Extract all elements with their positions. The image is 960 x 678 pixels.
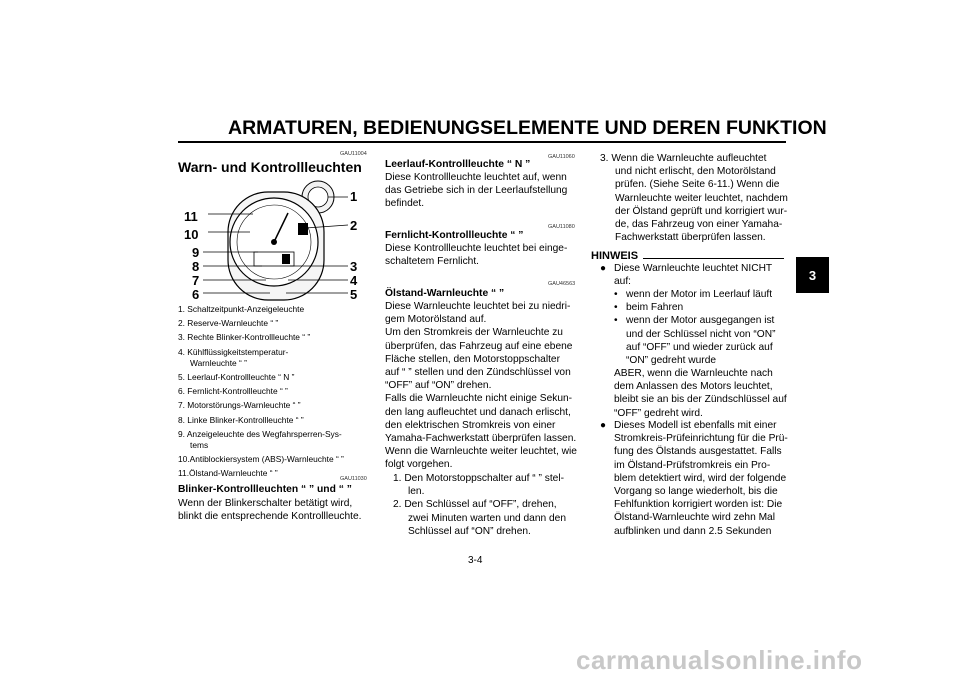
callout-2: 2 xyxy=(350,218,358,233)
step-line: der Ölstand geprüft und korrigiert wur- xyxy=(615,205,788,217)
note-1 xyxy=(614,262,772,288)
chapter-tab: 3 xyxy=(796,257,829,293)
caption-7: 7. Motorstörungs-Warnleuchte “ ” xyxy=(178,400,301,411)
text-line: folgt vorgehen. xyxy=(385,459,453,471)
note-2 xyxy=(614,419,788,538)
caption-9b: tems xyxy=(190,440,209,451)
text-line: Vorgang so lange wiederholt, bis die xyxy=(614,486,778,498)
caption-1: 1. Schaltzeitpunkt-Anzeigeleuchte xyxy=(178,304,305,314)
step-line: 2. Den Schlüssel auf “OFF”, drehen, xyxy=(393,499,557,511)
text-line: bleibt sie an bis der Zündschlüssel auf xyxy=(614,394,787,406)
caption-11: 11.Ölstand-Warnleuchte “ ” xyxy=(178,468,278,479)
text-line: fung des Ölstands ausgestattet. Falls xyxy=(614,446,782,458)
text-line: auf: xyxy=(614,276,631,288)
bullet-icon: ● xyxy=(600,263,607,274)
sub-bullet: • beim Fahren xyxy=(614,302,684,314)
callout-8: 8 xyxy=(192,259,200,274)
callout-6: 6 xyxy=(192,287,200,302)
text-line: wenn der Motor ausgegangen ist xyxy=(626,315,775,327)
text-line: blinkt die entsprechende Kontrollleuchte. xyxy=(178,511,362,523)
step-line: len. xyxy=(408,486,425,498)
text-line: “ON” gedreht wurde xyxy=(626,355,717,367)
section-code: GAU46563 xyxy=(548,281,576,287)
text-line: Wenn der Blinkerschalter betätigt wird, xyxy=(178,498,353,509)
text-line: “OFF” auf “ON” drehen. xyxy=(385,380,492,392)
text-line: Um den Stromkreis der Warnleuchte zu xyxy=(385,327,563,339)
aber-text xyxy=(614,367,787,420)
caption-9: 9. Anzeigeleuchte des Wegfahrsperren-Sys- xyxy=(178,428,342,439)
page-title: ARMATUREN, BEDIENUNGSELEMENTE UND DEREN FUNKTION xyxy=(228,117,827,139)
text-line: und der Schlüssel nicht von “ON” xyxy=(626,328,776,340)
step-line: zwei Minuten warten und dann den xyxy=(408,512,567,524)
text-line: gem Motorölstand auf. xyxy=(385,314,487,326)
title-rule xyxy=(178,141,786,143)
text-line: wenn der Motor im Leerlauf läuft xyxy=(626,289,773,300)
text-line: Yamaha-Fachwerkstatt überprüfen lassen. xyxy=(385,433,577,445)
text-line: auf “ ” stellen und den Zündschlüssel von xyxy=(385,367,571,379)
caption-2: 2. Reserve-Warnleuchte “ ” xyxy=(178,318,279,329)
text-line: befindet. xyxy=(385,198,425,210)
caption-10: 10.Antiblockiersystem (ABS)-Warnleuchte “ ” xyxy=(178,454,344,465)
step-line: prüfen. (Siehe Seite 6-11.) Wenn die xyxy=(615,179,780,191)
caption-list xyxy=(178,304,344,480)
text-line: Diese Warnleuchte leuchtet NICHT xyxy=(614,263,773,274)
step-line: Fachwerkstatt überprüfen lassen. xyxy=(615,232,766,244)
callout-5: 5 xyxy=(350,287,358,302)
steps-list xyxy=(393,472,566,538)
sub-bullet: • wenn der Motor im Leerlauf läuft xyxy=(614,289,773,300)
page-number: 3-4 xyxy=(468,555,483,566)
fernlicht-heading: Fernlicht-Kontrollleuchte “ ” xyxy=(385,230,524,241)
callout-11: 11 xyxy=(184,209,198,224)
text-line: überprüfen, das Fahrzeug auf eine ebene xyxy=(385,340,573,352)
step-line: und nicht erlischt, den Motorölstand xyxy=(615,166,776,178)
caption-3: 3. Rechte Blinker-Kontrollleuchte “ ” xyxy=(178,332,311,343)
text-line: aufblinken und dann 2.5 Sekunden xyxy=(614,525,772,537)
text-line: “OFF” gedreht wird. xyxy=(614,407,703,419)
fernlicht-text xyxy=(385,242,567,268)
callout-3: 3 xyxy=(350,259,358,274)
watermark: carmanualsonline.info xyxy=(576,645,863,675)
leerlauf-text xyxy=(385,171,567,211)
text-line: Dieses Modell ist ebenfalls mit einer xyxy=(614,420,777,431)
step-line: de, das Fahrzeug von einer Yamaha- xyxy=(615,219,783,231)
sub-bullet: • wenn der Motor ausgegangen ist xyxy=(614,315,775,327)
section-code: GAU11060 xyxy=(548,154,575,160)
callout-9: 9 xyxy=(192,245,200,260)
oelstand-text xyxy=(385,300,577,472)
section-code: GAU11004 xyxy=(340,151,367,157)
text-line: Falls die Warnleuchte nicht einige Sekun- xyxy=(385,393,573,405)
text-line: schaltetem Fernlicht. xyxy=(385,256,479,268)
sub-bullet-list xyxy=(614,288,776,367)
oelstand-heading: Ölstand-Warnleuchte “ ” xyxy=(385,288,505,299)
text-line: Stromkreis-Prüfeinrichtung für die Prü- xyxy=(614,433,788,445)
text-line: Diese Kontrollleuchte leuchtet bei einge- xyxy=(385,243,568,254)
caption-5: 5. Leerlauf-Kontrollleuchte “ N ” xyxy=(178,372,295,383)
hinweis-rule xyxy=(643,258,784,259)
section-code: GAU11080 xyxy=(548,224,575,230)
text-line: den elektrischen Stromkreis von einer xyxy=(385,419,556,431)
blinker-heading: Blinker-Kontrollleuchten “ ” und “ ” xyxy=(178,484,352,495)
step-line: Warnleuchte weiter leuchtet, nachdem xyxy=(615,192,788,204)
section-heading: Warn- und Kontrollleuchten xyxy=(178,159,362,175)
callout-10: 10 xyxy=(184,227,199,242)
caption-4: 4. Kühlflüssigkeitstemperatur- xyxy=(178,346,289,357)
caption-8: 8. Linke Blinker-Kontrollleuchte “ ” xyxy=(178,414,304,425)
caption-4b: Warnleuchte “ ” xyxy=(190,357,247,368)
text-line: den lang aufleuchtet und danach erlischt, xyxy=(385,406,571,418)
text-line: das Getriebe sich in der Leerlaufstellung xyxy=(385,185,568,197)
step-3 xyxy=(600,152,788,244)
leerlauf-heading: Leerlauf-Kontrollleuchte “ N ” xyxy=(385,159,531,170)
instrument-cluster-illustration xyxy=(178,180,363,302)
text-line: Fehlfunktion korrigiert worden ist: Die xyxy=(614,499,783,511)
text-line: auf “OFF” und wieder zurück auf xyxy=(626,341,773,353)
text-line: im Ölstand-Prüfstromkreis ein Pro- xyxy=(614,459,771,471)
text-line: Diese Kontrollleuchte leuchtet auf, wenn xyxy=(385,172,567,183)
text-line: beim Fahren xyxy=(626,302,684,314)
hinweis-heading: HINWEIS xyxy=(591,250,639,262)
step-line: 1. Den Motorstoppschalter auf “ ” stel- xyxy=(393,473,564,484)
text-line: Diese Warnleuchte leuchtet bei zu niedri- xyxy=(385,301,571,312)
caption-6: 6. Fernlicht-Kontrollleuchte “ ” xyxy=(178,386,288,397)
text-line: dem Anlassen des Motors leuchtet, xyxy=(614,381,773,393)
text-line: Ölstand-Warnleuchte wird zehn Mal xyxy=(614,512,775,524)
blinker-text xyxy=(178,497,362,523)
step-line: Schlüssel auf “ON” drehen. xyxy=(408,525,531,537)
step-line: 3. Wenn die Warnleuchte aufleuchtet xyxy=(600,153,767,164)
text-line: ABER, wenn die Warnleuchte nach xyxy=(614,368,773,379)
text-line: Wenn die Warnleuchte weiter leuchtet, wie xyxy=(385,446,577,458)
callout-7: 7 xyxy=(192,273,200,288)
callout-4: 4 xyxy=(350,273,358,288)
text-line: blem detektiert wird, wird der folgende xyxy=(614,472,787,484)
callout-1: 1 xyxy=(350,189,358,204)
text-line: Fläche stellen, den Motorstoppschalter xyxy=(385,353,560,365)
section-code: GAU11030 xyxy=(340,476,367,482)
bullet-icon: ● xyxy=(600,420,607,431)
